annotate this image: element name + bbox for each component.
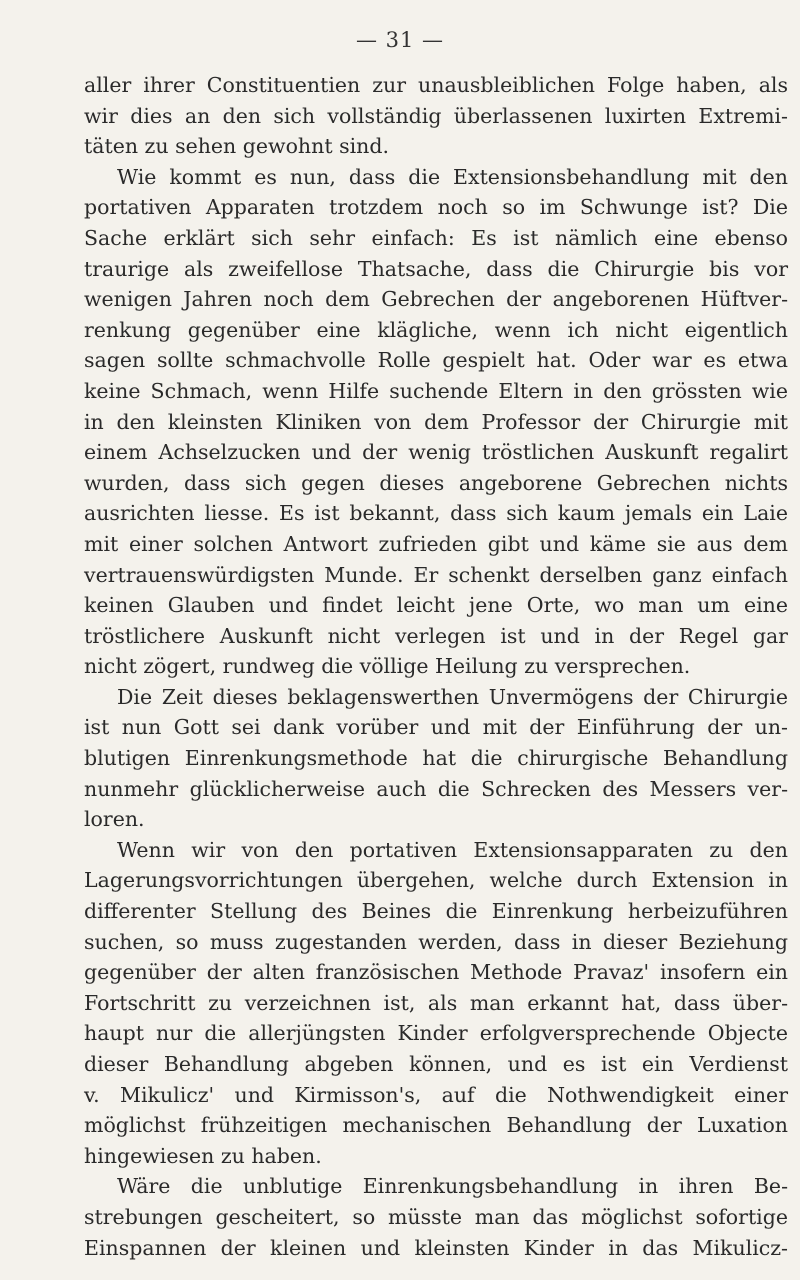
text-line: aller ihrer Constituentien zur unausbleiblichen Folge haben, als	[84, 73, 788, 97]
text-line: strebungen gescheitert, so müsste man das möglichst sofortige	[84, 1204, 788, 1229]
text-line: keine Schmach, wenn Hilfe suchende Eltern in den grössten wie	[84, 378, 788, 403]
text-line: Wie kommt es nun, dass die Extensionsbehandlung mit den	[117, 164, 788, 189]
page-number: — 31 —	[355, 28, 445, 52]
text-line: haupt nur die allerjüngsten Kinder erfolgversprechende Objecte	[84, 1021, 788, 1046]
text-line: traurige als zweifellose Thatsache, dass die Chirurgie bis vor	[84, 256, 788, 281]
text-line: Lagerungsvorrichtungen übergehen, welche durch Extension in	[84, 868, 788, 893]
text-line: nicht zögert, rundweg die völlige Heilung zu versprechen.	[84, 654, 691, 679]
text-line: blutigen Einrenkungsmethode hat die chirurgische Behandlung	[84, 746, 788, 771]
text-line: ist nun Gott sei dank vorüber und mit der Einführung der un-	[84, 715, 788, 740]
text-line: renkung gegenüber eine klägliche, wenn ich nicht eigentlich	[84, 317, 788, 342]
body-text	[84, 70, 788, 1263]
text-line: keinen Glauben und findet leicht jene Orte, wo man um eine	[84, 593, 788, 618]
text-line: Fortschritt zu verzeichnen ist, als man erkannt hat, dass über-	[84, 990, 788, 1015]
text-line: täten zu sehen gewohnt sind.	[84, 134, 389, 159]
text-line: einem Achselzucken und der wenig tröstlichen Auskunft regalirt	[84, 440, 788, 465]
text-line: portativen Apparaten trotzdem noch so im Schwunge ist? Die	[84, 195, 788, 220]
text-line: suchen, so muss zugestanden werden, dass in dieser Beziehung	[84, 929, 788, 954]
text-line: tröstlichere Auskunft nicht verlegen ist und in der Regel gar	[84, 623, 788, 648]
text-line: in den kleinsten Kliniken von dem Professor der Chirurgie mit	[84, 409, 788, 434]
text-line: wurden, dass sich gegen dieses angeborene Gebrechen nichts	[84, 470, 788, 495]
text-line: loren.	[84, 807, 145, 832]
text-line: Wenn wir von den portativen Extensionsapparaten zu den	[117, 837, 788, 862]
text-line: wir dies an den sich vollständig überlassenen luxirten Extremi-	[84, 103, 788, 128]
text-line: gegenüber der alten französischen Methode Pravaz' insofern ein	[84, 960, 788, 985]
text-line: möglichst frühzeitigen mechanischen Behandlung der Luxation	[84, 1113, 788, 1138]
text-line: dieser Behandlung abgeben können, und es ist ein Verdienst	[84, 1052, 788, 1076]
text-line: Einspannen der kleinen und kleinsten Kinder in das Mikulicz-	[84, 1235, 788, 1260]
text-line: Sache erklärt sich sehr einfach: Es ist nämlich eine ebenso	[84, 225, 788, 250]
text-line: differenter Stellung des Beines die Einrenkung herbeizuführen	[84, 899, 788, 924]
text-line: vertrauenswürdigsten Munde. Er schenkt derselben ganz einfach	[84, 562, 788, 587]
text-line: ausrichten liesse. Es ist bekannt, dass sich kaum jemals ein Laie	[84, 501, 788, 526]
text-line: Wäre die unblutige Einrenkungsbehandlung in ihren Be-	[117, 1174, 788, 1199]
text-line: hingewiesen zu haben.	[84, 1143, 322, 1168]
text-line: mit einer solchen Antwort zufrieden gibt und käme sie aus dem	[84, 531, 788, 556]
text-line: wenigen Jahren noch dem Gebrechen der angeborenen Hüftver-	[84, 287, 788, 312]
text-line: Die Zeit dieses beklagenswerthen Unvermögens der Chirurgie	[117, 684, 788, 709]
text-line: nunmehr glücklicherweise auch die Schrecken des Messers ver-	[84, 776, 788, 801]
text-line: sagen sollte schmachvolle Rolle gespielt hat. Oder war es etwa	[84, 348, 788, 373]
text-line: v. Mikulicz' und Kirmisson's, auf die Nothwendigkeit einer	[84, 1082, 788, 1107]
